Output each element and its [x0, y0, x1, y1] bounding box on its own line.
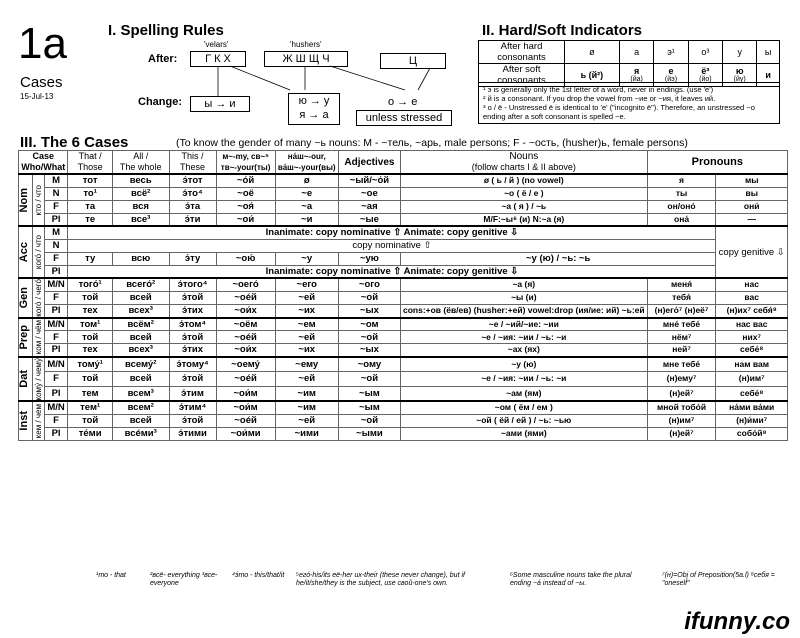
hdr-whowhat: Who/What — [21, 162, 66, 172]
case-question-text-dat: кому́ / чему́ — [33, 357, 43, 401]
case-name-inst: Inst — [18, 411, 30, 431]
hard-1: а — [619, 41, 654, 64]
form-cell: ~ои́ми — [216, 427, 275, 440]
spelling-heading: I. Spelling Rules — [108, 22, 224, 39]
row-inst-2 — [19, 427, 788, 440]
gender-cell: F — [44, 252, 68, 265]
case-question-text-inst: кем / чем — [33, 403, 43, 439]
row-gen-1 — [19, 291, 788, 304]
form-cell: ~ои́х — [216, 344, 275, 357]
case-question-text-gen: кого́ / чего́ — [33, 279, 43, 317]
form-cell: э́тот — [169, 174, 216, 187]
form-cell: ~ой — [338, 331, 400, 344]
form-cell: ~ых — [338, 344, 400, 357]
form-cell: ~оя́ — [216, 200, 275, 213]
unless-stressed: unless stressed — [356, 110, 452, 126]
pronoun-sg: он/оно́ — [647, 200, 716, 213]
pronoun-pl: себе́⁸ — [716, 386, 788, 401]
case-name-dat: Dat — [18, 370, 30, 388]
velars-box: Г К Х — [190, 51, 246, 67]
form-cell: ~ои́м — [216, 401, 275, 414]
case-label-prep — [19, 318, 33, 357]
row-acc-3 — [19, 265, 788, 278]
gender-cell: Pl — [44, 265, 68, 278]
form-cell: тому́¹ — [68, 357, 112, 372]
row-nom-3 — [19, 213, 788, 226]
hdr-nouns-b: (follow charts I & II above) — [471, 162, 576, 172]
form-cell: э́той — [169, 291, 216, 304]
pronoun-sg: мне тебе́ — [647, 357, 716, 372]
form-cell: э́тим — [169, 386, 216, 401]
row-prep-2 — [19, 344, 788, 357]
noun-cell: ~ом ( ём / ем ) — [400, 401, 647, 414]
pronoun-pl: (н)им⁷ — [716, 372, 788, 387]
noun-cell: ~ах (ях) — [400, 344, 647, 357]
form-cell: вся — [112, 200, 169, 213]
hdr-our — [275, 151, 338, 175]
row-inst-1 — [19, 414, 788, 427]
form-cell: ~ом — [338, 318, 400, 331]
change-ya: я → а — [299, 109, 329, 121]
pronoun-sg: (н)им⁷ — [647, 414, 716, 427]
form-cell: ~ем — [275, 318, 338, 331]
noun-cell: ~ами (ями) — [400, 427, 647, 440]
noun-cell: cons:+ов (ёв/ев) (husher:+ей) vowel:drop (ия/ие: ий) ~ь:ей — [400, 304, 647, 317]
case-question-gen — [32, 278, 44, 318]
gender-cell: M — [44, 174, 68, 187]
form-cell: ~ых — [338, 304, 400, 317]
form-cell: ~оéй — [216, 414, 275, 427]
form-cell: ~им — [275, 401, 338, 414]
case-question-nom — [32, 174, 44, 226]
pronoun-pl: вы — [716, 187, 788, 200]
form-cell: э́тому⁴ — [169, 357, 216, 372]
case-name-acc: Acc — [18, 241, 30, 263]
hard-label: After hard consonants — [479, 41, 565, 64]
pronoun-sg: я — [647, 174, 716, 187]
case-label-dat — [19, 357, 33, 402]
pronoun-pl: мы — [716, 174, 788, 187]
noun-cell: ~е / ~ия: ~ии / ~ь: ~и — [400, 331, 647, 344]
ts-box: Ц — [380, 53, 446, 69]
form-cell: всей — [112, 372, 169, 387]
form-cell: ~ой — [338, 372, 400, 387]
gender-cell: M/N — [44, 318, 68, 331]
form-cell: всéми³ — [112, 427, 169, 440]
form-cell: всего́² — [112, 278, 169, 291]
after-label: After: — [148, 53, 178, 65]
cases-note: (To know the gender of many ~ь nouns: M - ~тель, ~арь, male persons; F - ~ость, (husher)ь, female persons) — [176, 137, 688, 149]
form-cell: э́тих — [169, 344, 216, 357]
noun-cell: ~е / ~ий/~ие: ~ии — [400, 318, 647, 331]
gender-cell: Pl — [44, 344, 68, 357]
row-nom-1 — [19, 187, 788, 200]
pronoun-pl: собо́й⁸ — [716, 427, 788, 440]
form-cell: э́та — [169, 200, 216, 213]
form-cell: ~ою́ — [216, 252, 275, 265]
case-question-prep — [32, 318, 44, 357]
form-cell: ~его — [275, 278, 338, 291]
gender-cell: F — [44, 331, 68, 344]
gender-cell: Pl — [44, 213, 68, 226]
pronoun-pl: нам вам — [716, 357, 788, 372]
form-cell: э́того⁴ — [169, 278, 216, 291]
gender-cell: N — [44, 239, 68, 252]
noun-cell: ~ой ( ёй / ей ) / ~ь: ~ью — [400, 414, 647, 427]
noun-cell: ~о ( ё / е ) — [400, 187, 647, 200]
form-cell: том¹ — [68, 318, 112, 331]
form-cell: тем — [68, 386, 112, 401]
hushers-box: Ж Ш Щ Ч — [264, 51, 348, 67]
form-cell: всё² — [112, 187, 169, 200]
pronoun-sg: тебя́ — [647, 291, 716, 304]
change-yu: ю → у — [298, 95, 330, 107]
form-cell: ~ую — [338, 252, 400, 265]
acc-pl-rule: Inanimate: copy nominative ⇧ Animate: copy genitive ⇩ — [68, 265, 716, 278]
pronoun-sg: меня́ — [647, 278, 716, 291]
row-gen-0 — [19, 278, 788, 291]
form-cell: та — [68, 200, 112, 213]
hdr-this-a: This / — [181, 151, 204, 161]
form-cell: те́ми — [68, 427, 112, 440]
hdr-all-a: All / — [133, 151, 149, 161]
form-cell: тех — [68, 344, 112, 357]
hushers-label: 'hushers' — [290, 40, 322, 49]
form-cell: ~ого — [338, 278, 400, 291]
hdr-adj: Adjectives — [338, 151, 400, 175]
form-cell: ~оéй — [216, 291, 275, 304]
noun-cell: ~а (я) — [400, 278, 647, 291]
form-cell: ~оéй — [216, 372, 275, 387]
form-cell: всем³ — [112, 386, 169, 401]
form-cell: ~их — [275, 344, 338, 357]
footnote-2: ²всё- everything ³все- everyone — [150, 572, 218, 587]
form-cell: ~ему — [275, 357, 338, 372]
form-cell: ø — [275, 174, 338, 187]
ifunny-logo: ifunny.co — [684, 608, 790, 635]
case-question-text-nom: кто / что — [33, 184, 43, 216]
form-cell: ~ей — [275, 414, 338, 427]
row-nom-2 — [19, 200, 788, 213]
form-cell: всему́² — [112, 357, 169, 372]
form-cell: того́¹ — [68, 278, 112, 291]
hard-0: ø — [565, 41, 620, 64]
form-cell: той — [68, 291, 112, 304]
form-cell: той — [68, 414, 112, 427]
form-cell: всей — [112, 291, 169, 304]
form-cell: ~оéй — [216, 331, 275, 344]
form-cell: ~оего́ — [216, 278, 275, 291]
gender-cell: Pl — [44, 304, 68, 317]
form-cell: весь — [112, 174, 169, 187]
sheet-code: 1a — [18, 19, 67, 68]
indicator-notes — [478, 82, 780, 124]
hdr-nouns — [400, 151, 647, 175]
form-cell: ~их — [275, 304, 338, 317]
row-prep-0 — [19, 318, 788, 331]
note-3: ³ о / ё - Unstressed ё is identical to 'е' ("incognito ё"). Therefore, an unstressed ~о ending after a soft consonant is spelled ~е. — [483, 103, 755, 121]
hard-5: ы — [757, 41, 780, 64]
form-cell: всей — [112, 331, 169, 344]
hdr-our-a: на́ш~-our, — [287, 152, 326, 161]
change-o-e: о → е — [388, 96, 418, 108]
pronoun-pl: себе́⁸ — [716, 344, 788, 357]
hdr-this — [169, 151, 216, 175]
sheet-date: 15-Jul-13 — [20, 92, 54, 101]
hdr-my-b: тв~-your(ты) — [220, 163, 271, 172]
case-question-inst — [32, 401, 44, 440]
pronoun-pl: (н)их⁷ себя́⁸ — [716, 304, 788, 317]
row-prep-1 — [19, 331, 788, 344]
pronoun-sg: ты — [647, 187, 716, 200]
form-cell: те — [68, 213, 112, 226]
form-cell: тем¹ — [68, 401, 112, 414]
row-dat-2 — [19, 386, 788, 401]
hdr-my-a: м~-my, св~⁵ — [222, 152, 269, 161]
pronoun-pl: нас вас — [716, 318, 788, 331]
pronoun-pl: на́ми ва́ми — [716, 401, 788, 414]
noun-cell: ~у (ю) — [400, 357, 647, 372]
watermark-bar — [0, 610, 800, 638]
pronoun-sg: (н)его́⁷ (н)её⁷ — [647, 304, 716, 317]
form-cell: всех³ — [112, 304, 169, 317]
form-cell: всём² — [112, 318, 169, 331]
form-cell: ~ое — [338, 187, 400, 200]
case-name-prep: Prep — [18, 324, 30, 350]
case-question-acc — [32, 226, 44, 278]
form-cell: всю — [112, 252, 169, 265]
soft-label: After soft consonants — [479, 64, 565, 87]
footnote-4: ⁴э́то - this/that/it — [232, 572, 285, 579]
change-yu-ya-box — [288, 93, 340, 125]
form-cell: ~ей — [275, 331, 338, 344]
soft-2-sub: (йэ) — [664, 76, 678, 83]
form-cell: тех — [68, 304, 112, 317]
case-label-nom — [19, 174, 33, 226]
gender-cell: M — [44, 226, 68, 239]
form-cell: ~ым — [338, 401, 400, 414]
form-cell: то¹ — [68, 187, 112, 200]
gender-cell: F — [44, 200, 68, 213]
noun-cell: ~е / ~ия: ~ии / ~ь: ~и — [400, 372, 647, 387]
hdr-pronouns: Pronouns — [647, 151, 787, 175]
hdr-my — [216, 151, 275, 175]
row-inst-0 — [19, 401, 788, 414]
form-cell: ~ои́м — [216, 386, 275, 401]
gender-cell: Pl — [44, 427, 68, 440]
note-2: ² й is a consonant. If you drop the vowel from ~ие or ~ия, it leaves ий. — [483, 94, 716, 103]
form-cell: всем² — [112, 401, 169, 414]
note-1: ¹ э is generally only the 1st letter of a word, never in endings. (use 'е') — [483, 85, 714, 94]
hdr-this-b: These — [180, 162, 206, 172]
case-question-dat — [32, 357, 44, 402]
form-cell: ~ому — [338, 357, 400, 372]
row-acc-1 — [19, 239, 788, 252]
form-cell: ~ый/~о́й — [338, 174, 400, 187]
acc-pronouns: copy genitive ⇩ — [716, 226, 788, 278]
acc-n-rule: copy nominative ⇧ — [68, 239, 716, 252]
form-cell: всех³ — [112, 344, 169, 357]
velars-label: 'velars' — [204, 40, 229, 49]
hard-3: о³ — [688, 41, 723, 64]
form-cell: э́тим⁴ — [169, 401, 216, 414]
cases-table — [18, 150, 788, 441]
form-cell: ~оё — [216, 187, 275, 200]
spelling-arrows — [190, 60, 490, 100]
noun-cell: ~а ( я ) / ~ь — [400, 200, 647, 213]
hdr-that-b: Those — [77, 162, 103, 172]
pronoun-sg: ней⁷ — [647, 344, 716, 357]
form-cell: ~а — [275, 200, 338, 213]
footnote-6: ⁶Some masculine nouns take the plural ending ~á instead of ~ы. — [510, 572, 632, 587]
row-acc-2 — [19, 252, 788, 265]
indicators-table — [478, 40, 780, 87]
case-label-gen — [19, 278, 33, 318]
soft-2-val: е — [668, 66, 674, 76]
form-cell: э́той — [169, 372, 216, 387]
form-cell: ~ей — [275, 372, 338, 387]
hdr-our-b: ва́ш~-your(вы) — [277, 163, 336, 172]
gender-cell: M/N — [44, 401, 68, 414]
noun-cell: ø ( ь / й ) (no vowel) — [400, 174, 647, 187]
cases-heading: III. The 6 Cases — [20, 134, 129, 151]
form-cell: тот — [68, 174, 112, 187]
form-cell: ~ым — [338, 386, 400, 401]
pronoun-pl: они́ — [716, 200, 788, 213]
case-name-gen: Gen — [18, 287, 30, 309]
form-cell: ~ыми — [338, 427, 400, 440]
form-cell: э́тими — [169, 427, 216, 440]
soft-3-sub: (йо) — [699, 76, 712, 83]
form-cell: ~и — [275, 213, 338, 226]
hdr-case-text: Case — [32, 151, 54, 161]
case-question-text-acc: кого́ / что — [33, 234, 43, 270]
form-cell: ~ей — [275, 291, 338, 304]
form-cell: ~ая — [338, 200, 400, 213]
hdr-that-a: That / — [78, 151, 102, 161]
soft-3-val: ё³ — [701, 66, 710, 76]
hdr-nouns-a: Nouns — [509, 151, 539, 162]
form-cell: ~у (ю) / ~ь: ~ь — [400, 252, 715, 265]
form-cell: ~ой — [338, 291, 400, 304]
form-cell: э́ту — [169, 252, 216, 265]
gender-cell: M/N — [44, 278, 68, 291]
case-label-acc — [19, 226, 33, 278]
form-cell: ~ои́ — [216, 213, 275, 226]
form-cell: ~им — [275, 386, 338, 401]
row-dat-0 — [19, 357, 788, 372]
pronoun-sg: нём⁷ — [647, 331, 716, 344]
pronoun-sg: мной тобо́й — [647, 401, 716, 414]
form-cell: всей — [112, 414, 169, 427]
form-cell: э́то⁴ — [169, 187, 216, 200]
pronoun-sg: (н)ему⁷ — [647, 372, 716, 387]
pronoun-pl: вас — [716, 291, 788, 304]
form-cell: ~у — [275, 252, 338, 265]
gender-cell: F — [44, 414, 68, 427]
hdr-all-b: The whole — [119, 162, 162, 172]
pronoun-pl: (н)и́ми⁷ — [716, 414, 788, 427]
row-acc-0 — [19, 226, 788, 239]
soft-0-val: ь (й²) — [580, 70, 604, 80]
form-cell: все³ — [112, 213, 169, 226]
row-dat-1 — [19, 372, 788, 387]
change-y-i: ы → и — [190, 96, 250, 112]
form-cell: э́тих — [169, 304, 216, 317]
case-label-inst — [19, 401, 33, 440]
form-cell: ~ои́х — [216, 304, 275, 317]
pronoun-sg: (н)ей⁷ — [647, 386, 716, 401]
form-cell: э́той — [169, 414, 216, 427]
case-name-nom: Nom — [18, 187, 30, 213]
form-cell: ~ой — [338, 414, 400, 427]
noun-cell: M/F:~ы⁶ (и) N:~а (я) — [400, 213, 647, 226]
soft-4-val: ю — [735, 66, 744, 76]
hdr-all — [112, 151, 169, 175]
pronoun-sg: (н)ей⁷ — [647, 427, 716, 440]
soft-5-val: и — [765, 70, 771, 80]
soft-4-sub: (йу) — [733, 76, 746, 83]
hard-4: у — [723, 41, 757, 64]
change-label: Change: — [138, 96, 182, 108]
form-cell: ~оему́ — [216, 357, 275, 372]
acc-m-rule: Inanimate: copy nominative ⇧ Animate: copy genitive ⇩ — [68, 226, 716, 239]
noun-cell: ~ы (и) — [400, 291, 647, 304]
soft-1-sub: (йа) — [630, 76, 643, 83]
form-cell: ~е — [275, 187, 338, 200]
footnote-1: ¹то - that — [96, 572, 126, 579]
form-cell: ту — [68, 252, 112, 265]
form-cell: той — [68, 331, 112, 344]
form-cell: ~ые — [338, 213, 400, 226]
pronoun-sg: мне́ тебе́ — [647, 318, 716, 331]
form-cell: той — [68, 372, 112, 387]
gender-cell: Pl — [44, 386, 68, 401]
indicators-heading: II. Hard/Soft Indicators — [482, 22, 643, 39]
form-cell: э́том⁴ — [169, 318, 216, 331]
pronoun-pl: — — [716, 213, 788, 226]
pronoun-pl: них⁷ — [716, 331, 788, 344]
case-question-text-prep: ком / чём — [33, 320, 43, 355]
footnote-7: ⁷(н)=Obj of Preposition(5a.l) ⁸себя = "oneself" — [662, 572, 775, 587]
footnote-5: ⁵его́-his/its её-her их-their (these never change), but if he/it/she/they is the subject, use свой-one's own. — [296, 572, 465, 587]
gender-cell: F — [44, 372, 68, 387]
form-cell: ~ими — [275, 427, 338, 440]
form-cell: ~о́й — [216, 174, 275, 187]
hard-2: э¹ — [654, 41, 688, 64]
gender-cell: F — [44, 291, 68, 304]
row-nom-0 — [19, 174, 788, 187]
hdr-case — [19, 151, 68, 175]
pronoun-pl: нас — [716, 278, 788, 291]
hdr-that — [68, 151, 112, 175]
pronoun-sg: она́ — [647, 213, 716, 226]
form-cell: ~оём — [216, 318, 275, 331]
soft-1-val: я — [633, 66, 640, 76]
gender-cell: N — [44, 187, 68, 200]
noun-cell: ~ам (ям) — [400, 386, 647, 401]
sheet-title: Cases — [20, 74, 63, 91]
form-cell: э́той — [169, 331, 216, 344]
row-gen-2 — [19, 304, 788, 317]
gender-cell: M/N — [44, 357, 68, 372]
form-cell: э́ти — [169, 213, 216, 226]
